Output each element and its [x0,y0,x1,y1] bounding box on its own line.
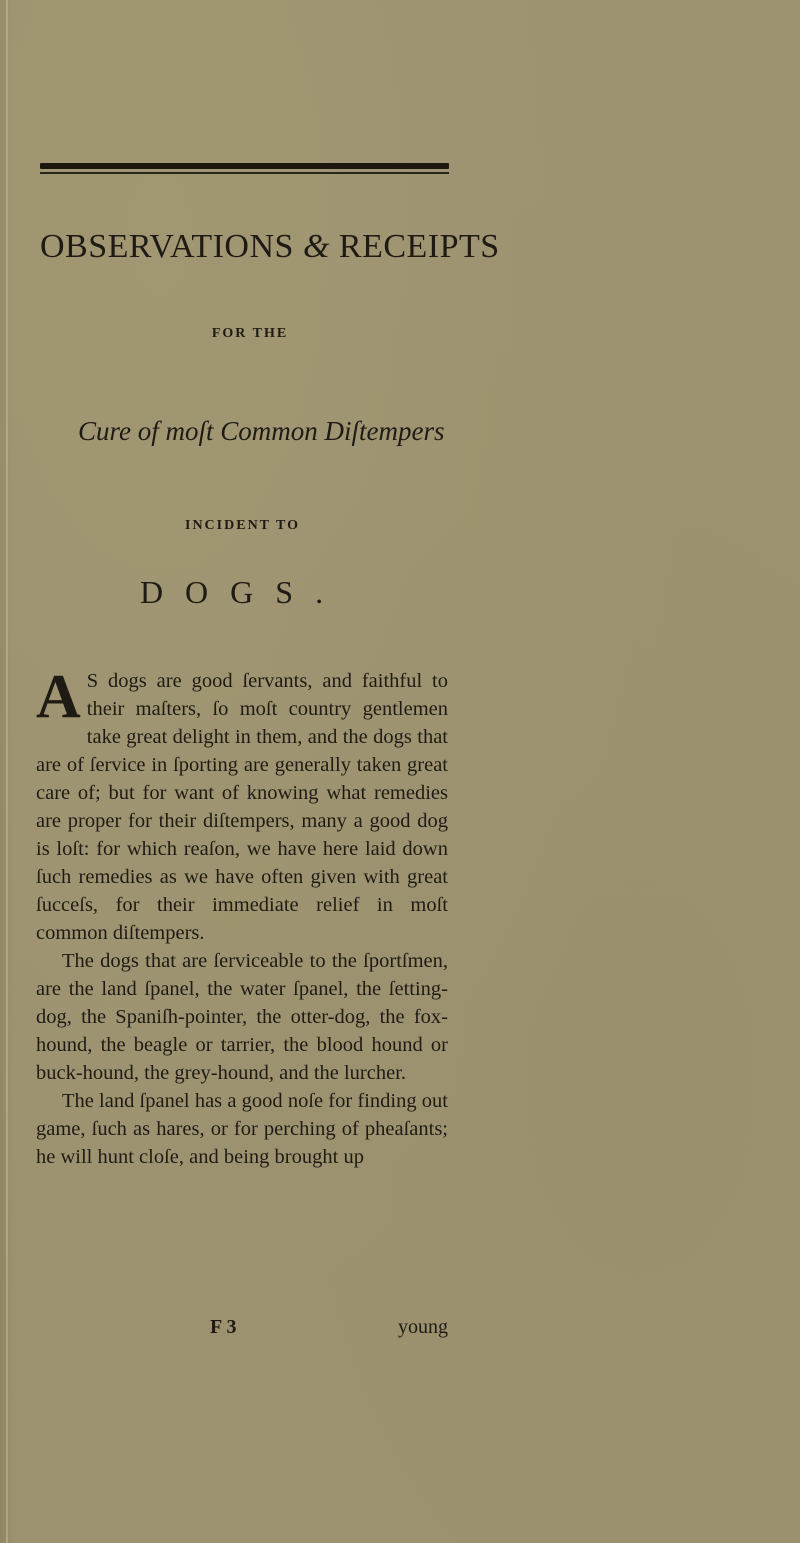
paragraph-1 [36,663,448,947]
page-edge [6,0,8,1543]
drop-cap: A [36,663,81,731]
page-footer [36,1316,448,1346]
dogs-heading: DOGS. [139,574,346,610]
signature-mark: F 3 [210,1316,237,1338]
title-ampersand: & [302,228,330,265]
paragraph-1-text: S dogs are good ſervants, and faithful to their maſters, ſo moſt country gentlemen take great delight in them, and the dogs that are of ſervice in ſporting are generally taken great care of; but for want of knowing what remedies are proper for their diſtempers, many a good dog is loſt: for which reaſon, we have here laid down ſuch remedies as we have often given with great ſucceſs, for their immediate relief in moſt common diſtempers. [36,670,448,944]
body-text [36,663,448,1171]
header-rule-thick [40,163,449,169]
for-the-line: FOR THE [211,326,289,341]
paragraph-3: The land ſpanel has a good noſe for finding out game, ſuch as hares, or for perching of pheaſants; he will hunt cloſe, and being brought up [36,1090,448,1168]
page-title [40,228,500,266]
incident-to-line: INCIDENT TO [185,518,300,533]
title-part-observations: OBSERVATIONS [40,228,294,265]
title-part-receipts: RECEIPTS [338,228,500,265]
header-rule-thin [40,172,449,174]
paragraph-2: The dogs that are ſerviceable to the ſportſmen, are the land ſpanel, the water ſpanel, the ſetting-dog, the Spaniſh-pointer, the otter-dog, the fox-hound, the beagle or tarrier, the blood hound or buck-hound, the grey-hound, and the lurcher. [36,950,448,1084]
catchword: young [398,1316,448,1338]
subtitle: Cure of moſt Common Diſtempers [78,416,445,446]
